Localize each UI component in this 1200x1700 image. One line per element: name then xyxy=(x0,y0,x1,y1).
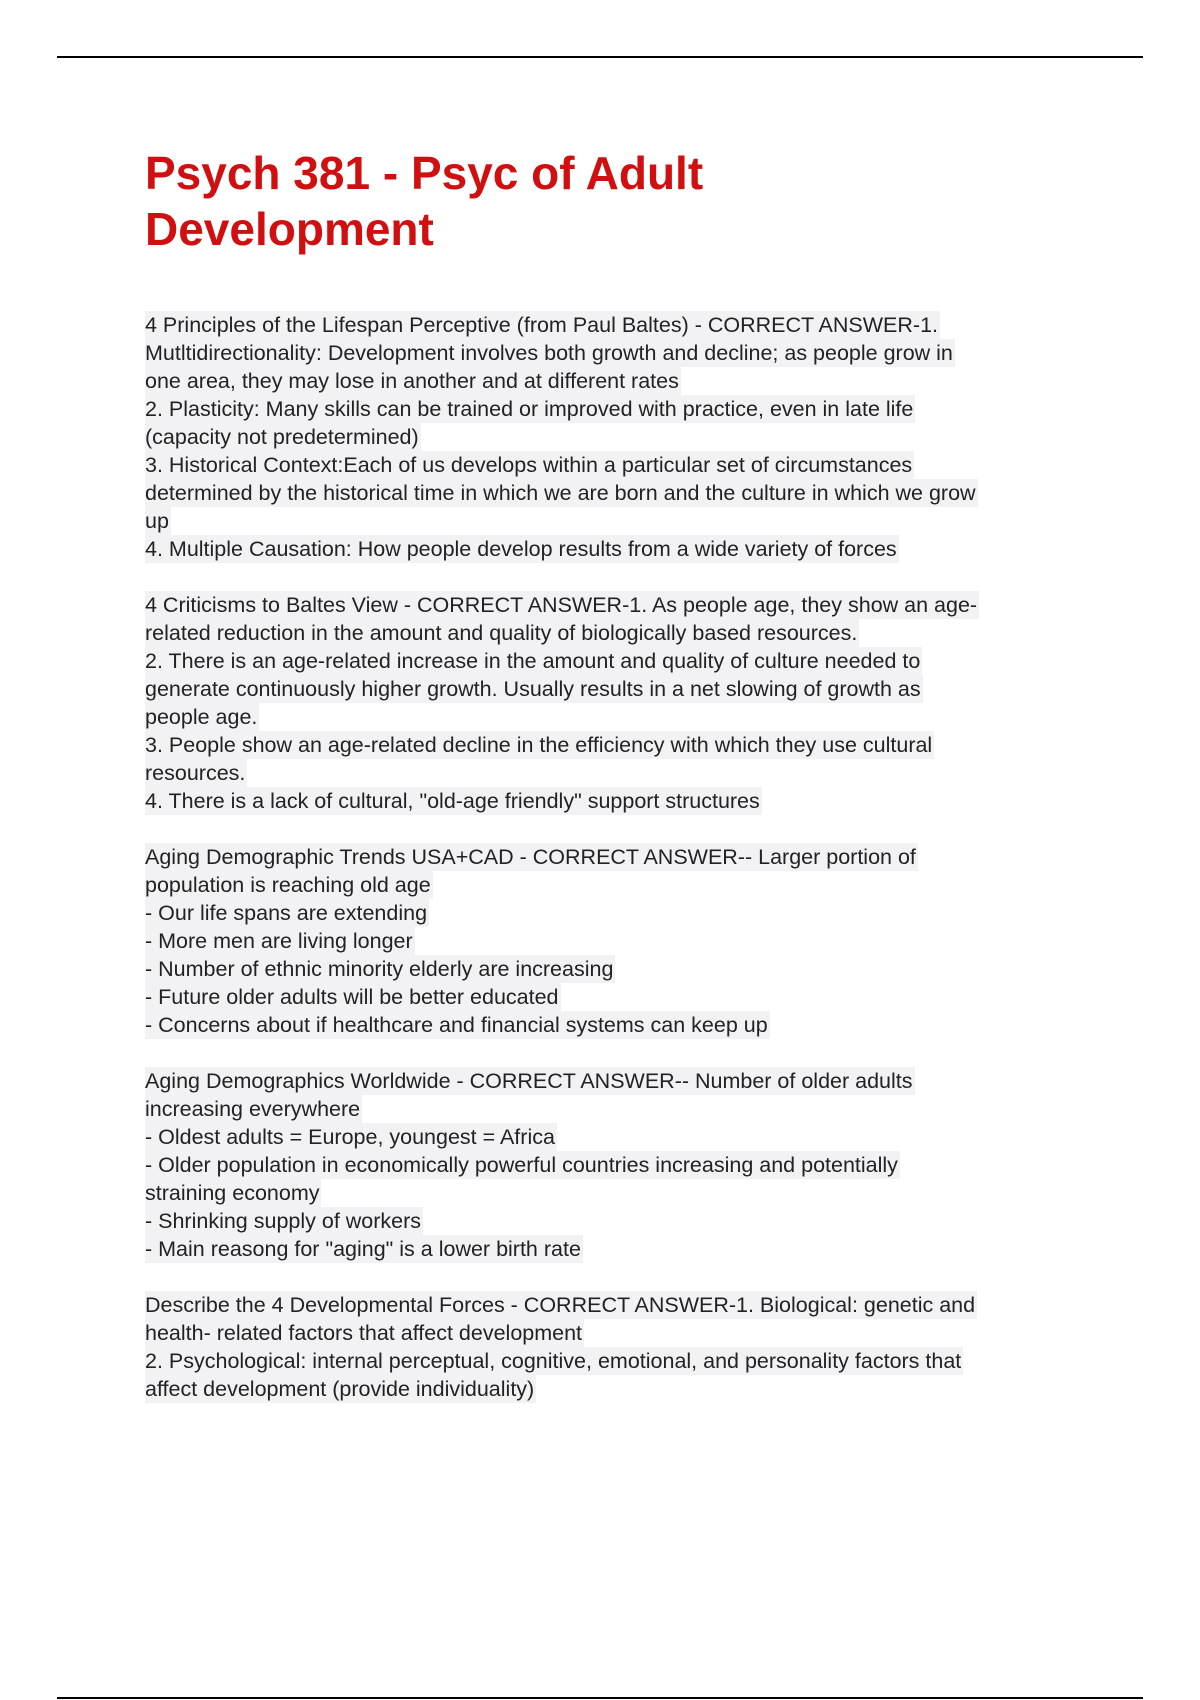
qa-entry xyxy=(145,843,1090,1039)
title-line-1: Psych 381 - Psyc of Adult xyxy=(145,147,704,199)
text-line: - Oldest adults = Europe, youngest = Africa xyxy=(145,1125,555,1149)
text-line: people age. xyxy=(145,705,258,729)
text-line: up xyxy=(145,509,169,533)
text-line: 4 Criticisms to Baltes View - CORRECT ANSWER-1. As people age, they show an age- xyxy=(145,593,978,617)
top-rule xyxy=(57,56,1143,58)
text-line: - Number of ethnic minority elderly are increasing xyxy=(145,957,614,981)
text-line: - Our life spans are extending xyxy=(145,901,428,925)
text-line: population is reaching old age xyxy=(145,873,431,897)
text-line: 2. Plasticity: Many skills can be trained or improved with practice, even in late life xyxy=(145,397,914,421)
text-line: 4. Multiple Causation: How people develop results from a wide variety of forces xyxy=(145,537,897,561)
text-line: - Concerns about if healthcare and financial systems can keep up xyxy=(145,1013,768,1037)
text-line: 2. There is an age-related increase in the amount and quality of culture needed to xyxy=(145,649,921,673)
text-line: 3. People show an age-related decline in the efficiency with which they use cultural xyxy=(145,733,933,757)
text-line: 3. Historical Context:Each of us develops within a particular set of circumstances xyxy=(145,453,913,477)
text-line: affect development (provide individuality) xyxy=(145,1377,535,1401)
text-line: 4 Principles of the Lifespan Perceptive (from Paul Baltes) - CORRECT ANSWER-1. xyxy=(145,313,939,337)
text-line: - More men are living longer xyxy=(145,929,413,953)
text-line: - Future older adults will be better educated xyxy=(145,985,559,1009)
document-title xyxy=(145,145,785,257)
qa-entry xyxy=(145,1067,1090,1263)
text-line: - Shrinking supply of workers xyxy=(145,1209,422,1233)
text-line: increasing everywhere xyxy=(145,1097,361,1121)
qa-entry xyxy=(145,1291,1090,1403)
text-line: Describe the 4 Developmental Forces - CORRECT ANSWER-1. Biological: genetic and xyxy=(145,1293,976,1317)
text-line: health- related factors that affect development xyxy=(145,1321,583,1345)
text-line: generate continuously higher growth. Usually results in a net slowing of growth as xyxy=(145,677,921,701)
text-line: Aging Demographics Worldwide - CORRECT ANSWER-- Number of older adults xyxy=(145,1069,913,1093)
qa-entry xyxy=(145,311,1090,563)
text-line: - Main reasong for "aging" is a lower birth rate xyxy=(145,1237,581,1261)
text-line: (capacity not predetermined) xyxy=(145,425,419,449)
text-line: determined by the historical time in which we are born and the culture in which we grow xyxy=(145,481,976,505)
text-line: resources. xyxy=(145,761,246,785)
title-line-2: Development xyxy=(145,203,434,255)
qa-entry xyxy=(145,591,1090,815)
text-line: one area, they may lose in another and at different rates xyxy=(145,369,679,393)
text-line: - Older population in economically powerful countries increasing and potentially xyxy=(145,1153,898,1177)
text-line: related reduction in the amount and quality of biologically based resources. xyxy=(145,621,858,645)
text-line: 2. Psychological: internal perceptual, cognitive, emotional, and personality factors that xyxy=(145,1349,962,1373)
text-line: 4. There is a lack of cultural, "old-age friendly" support structures xyxy=(145,789,760,813)
text-line: Mutltidirectionality: Development involves both growth and decline; as people grow in xyxy=(145,341,953,365)
document-body xyxy=(145,311,1090,1431)
text-line: straining economy xyxy=(145,1181,320,1205)
text-line: Aging Demographic Trends USA+CAD - CORRECT ANSWER-- Larger portion of xyxy=(145,845,916,869)
bottom-rule xyxy=(57,1697,1143,1699)
